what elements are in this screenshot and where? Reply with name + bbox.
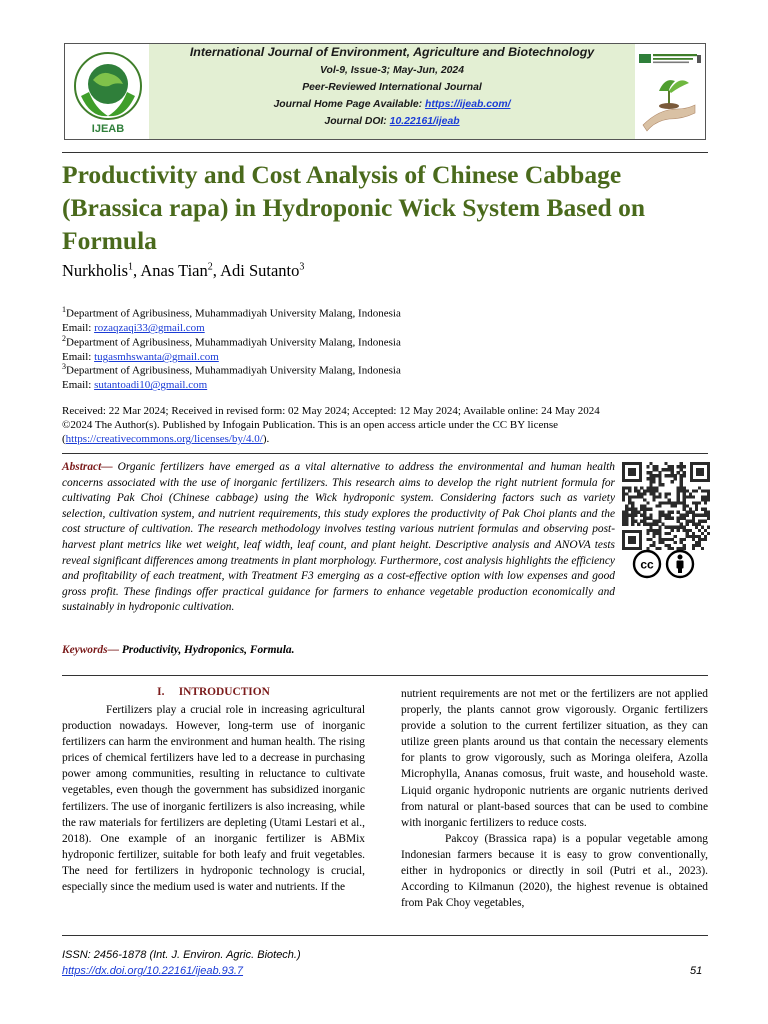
qr-code[interactable] — [622, 462, 710, 550]
author-affiliation-mark: 3 — [299, 261, 305, 273]
body-left-column: Fertilizers play a crucial role in increasing agricultural production nowadays. However, long-term use of inorganic fertilizers can harm the environment and human health. The rising prices of chemical fertilizers have led to a decrease in purchasing power among communities, resulting in reluctance to cultivate vegetables, even though the government has subsidized inorganic fertilizers. The use of inorganic fertilizers is also increasing, while the raw materials for fertilizers are depleting (Utami Lestari et al., 2018). One example of an inorganic fertilizer is ABMix hydroponic fertilizer, suitable for both leafy and fruit vegetables. The need for fertilizers in hydroponic technology is crucial, especially since the medium used is water and nutrients. If the — [62, 704, 365, 894]
footer-rule — [62, 935, 708, 936]
keywords-text: Productivity, Hydroponics, Formula. — [118, 644, 295, 656]
abstract-text: Organic fertilizers have emerged as a vital alternative to address the environmental and human health concerns associated with the use of inorganic fertilizers. This research aims to develop the right nutrient formula for cultivating Pak Choi (Chinese cabbage) using the Wick hydroponic system. Considering factors such as variety selection, cultivation system, and nutrient requirements, this study explores the productivity of Pak Choi plants and the cost structure of cultivation. The research methodology involves testing various nutrient formulas and observing post-harvest plant metrics like wet weight, leaf width, leaf count, and plant height. Descriptive analysis and ANOVA tests reveal significant differences among treatments in plant morphology. Furthermore, cost analysis highlights the efficiency and profitability of each treatment, with Treatment F3 emerging as a cost-effective option with low expenses and good gross profit. These findings offer practical guidance for farmers to enhance vegetable production economically and sustainably in hydroponic cultivation. — [62, 461, 615, 614]
footer-doi-link[interactable]: https://dx.doi.org/10.22161/ijeab.93.7 — [62, 965, 244, 977]
author-affiliation-mark: 2 — [207, 261, 213, 273]
journal-header — [64, 43, 706, 140]
article-dates: Received: 22 Mar 2024; Received in revised form: 02 May 2024; Accepted: 12 May 2024; Available online: 24 May 2024 — [62, 405, 600, 417]
affiliation-dept: Department of Agribusiness, Muhammadiyah University Malang, Indonesia — [66, 336, 401, 349]
review-type: Peer-Reviewed International Journal — [302, 82, 482, 93]
keywords-label: Keywords— — [62, 644, 119, 656]
svg-text:IJEAB: IJEAB — [91, 123, 125, 135]
author-affiliation-mark: 1 — [128, 261, 133, 273]
svg-text:cc: cc — [640, 557, 654, 572]
email-link[interactable]: tugasmhswanta@gmail.com — [94, 351, 219, 364]
email-label: Email: — [62, 379, 95, 392]
homepage-label: Journal Home Page Available: — [273, 99, 426, 110]
page-number: 51 — [690, 965, 703, 977]
abstract-label: Abstract— — [62, 461, 113, 473]
section-heading: I. INTRODUCTION — [157, 686, 270, 698]
doi-line — [149, 116, 635, 127]
affiliation-1 — [62, 303, 401, 336]
journal-logo — [71, 48, 145, 136]
license-statement: ©2024 The Author(s). Published by Infogain Publication. This is an open access article under the CC BY license — [62, 419, 559, 431]
top-rule — [62, 152, 708, 153]
email-label: Email: — [62, 322, 95, 335]
doi-link[interactable]: 10.22161/ijeab — [389, 116, 460, 127]
affiliation-mark: 2 — [62, 334, 66, 343]
author-list: Nurkholis$^1$, Anas Tian$^2$, Adi Sutanto$^3$ — [62, 261, 305, 280]
email-link[interactable]: sutantoadi10@gmail.com — [94, 379, 208, 392]
journal-name: International Journal of Environment, Agriculture and Biotechnology — [189, 45, 595, 59]
email-label: Email: — [62, 351, 95, 364]
title-line: Formula — [62, 226, 157, 255]
body-paragraph: Pakcoy (Brassica rapa) is a popular vegetable among Indonesian farmers because it is easy to grow conventionally, either in hydroponics or directly in soil (Putri et al., 2023). According to Kilmanun (2020), the highest revenue is obtained from Pak Choy vegetables, — [401, 832, 708, 910]
doi-label: Journal DOI: — [324, 116, 390, 127]
homepage-line — [149, 99, 635, 110]
section-rule — [62, 453, 708, 454]
affiliation-mark: 3 — [62, 362, 66, 371]
author-name: Nurkholis — [62, 261, 128, 280]
author-name: Adi Sutanto — [220, 261, 300, 280]
section-rule — [62, 675, 708, 676]
email-link[interactable]: rozaqzaqi33@gmail.com — [94, 322, 205, 335]
footer-issn: ISSN: 2456-1878 (Int. J. Environ. Agric. Biotech.) — [62, 949, 301, 961]
cc-by-license-icon — [632, 549, 698, 579]
title-line: Productivity and Cost Analysis of Chinese Cabbage — [62, 160, 622, 189]
keywords — [62, 644, 294, 656]
affiliation-mark: 1 — [62, 305, 66, 314]
affiliation-dept: Department of Agribusiness, Muhammadiyah University Malang, Indonesia — [66, 364, 401, 377]
author-name: Anas Tian — [140, 261, 208, 280]
affiliation-dept: Department of Agribusiness, Muhammadiyah University Malang, Indonesia — [66, 307, 401, 320]
abstract — [62, 460, 615, 616]
homepage-link[interactable]: https://ijeab.com/ — [425, 99, 511, 110]
journal-issue: Vol-9, Issue-3; May-Jun, 2024 — [320, 65, 464, 76]
body-right-column — [401, 686, 708, 911]
body-paragraph: nutrient requirements are not met or the fertilizers are not applied properly, the plants cannot grow vigorously. Organic fertilizers provide a solution to the current fertilizer situation, as they can utilize green plants around us that contain the necessary elements for plants to grow vigorously, such as Moringa oleifera, Azolla Microphylla, Ananas comosus, fruit waste, and household waste. Liquid organic hydroponic nutrients are organic nutrients derived from natural or plant-based sources that can be used to combine with inorganic fertilizers to reduce costs. — [401, 688, 708, 829]
license-url-line: (https://creativecommons.org/licenses/by/4.0/). — [62, 433, 270, 445]
title-line: (Brassica rapa) in Hydroponic Wick System Based on — [62, 193, 646, 222]
license-link[interactable]: https://creativecommons.org/licenses/by/4.0/ — [65, 433, 263, 445]
affiliation-3 — [62, 360, 401, 393]
article-title — [62, 158, 702, 257]
journal-cover-thumbnail — [635, 47, 703, 136]
